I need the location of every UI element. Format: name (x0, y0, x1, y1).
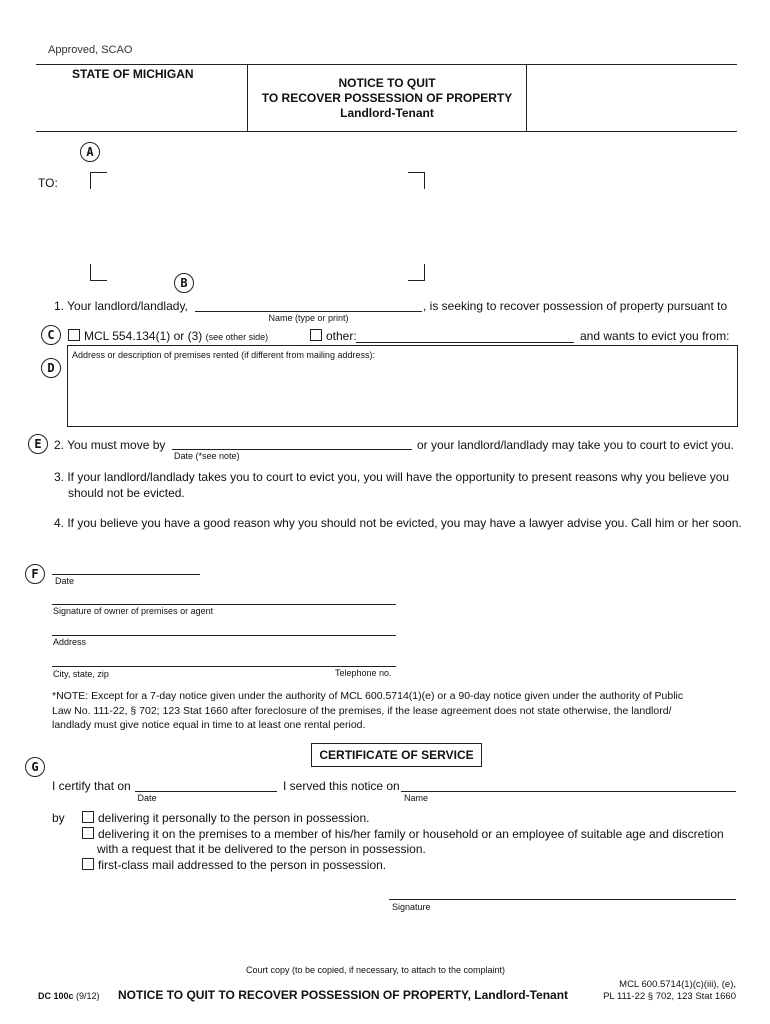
header-bottom-rule (36, 131, 737, 132)
sign-date-field[interactable] (52, 574, 200, 575)
by-label: by (52, 811, 65, 825)
owner-address-caption: Address (53, 637, 87, 647)
option-mcl (68, 329, 268, 343)
served-name-field[interactable] (401, 791, 736, 792)
service-date-caption: Date (137, 793, 157, 803)
item3-line2: should not be evicted. (68, 486, 185, 500)
served-name-caption: Name (404, 793, 429, 803)
item3-text (54, 469, 729, 501)
marker-d: D (41, 358, 61, 378)
method-premises-label: delivering it on the premises to a member of his/her family or household or an employee of suitable age and discretion (98, 826, 724, 841)
premises-address-label: Address or description of premises rented (if different from mailing address): (72, 350, 375, 360)
marker-c: C (41, 325, 61, 345)
owner-city-caption: City, state, zip (53, 669, 109, 679)
method-premises (82, 827, 724, 843)
footer-form-title: NOTICE TO QUIT TO RECOVER POSSESSION OF PROPERTY, Landlord-Tenant (118, 988, 569, 1002)
move-by-date-caption: Date (*see note) (174, 451, 240, 461)
sign-date-caption: Date (55, 576, 75, 586)
mcl-checkbox[interactable] (68, 329, 80, 341)
certify-text: I certify that on (52, 779, 131, 793)
server-signature-field[interactable] (389, 899, 736, 900)
option-other (310, 329, 357, 343)
item1-suffix: , is seeking to recover possession of property pursuant to (423, 299, 728, 313)
option-mcl-label: MCL 554.134(1) or (3) (84, 329, 203, 343)
address-corner-bl (90, 264, 107, 281)
note-line3: landlady must give notice equal in time to at least one rental period. (52, 719, 366, 731)
note-line2: Law No. 111-22, § 702; 123 Stat 1660 after foreclosure of the premises, if the lease agreement does not state otherwise, the landlord/ (52, 704, 672, 717)
landlord-name-field[interactable] (195, 311, 422, 312)
marker-e: E (28, 434, 48, 454)
other-checkbox[interactable] (310, 329, 322, 341)
option-other-label: other: (326, 329, 357, 343)
marker-b: B (174, 273, 194, 293)
method-mail (82, 858, 724, 874)
address-corner-tl (90, 172, 107, 189)
footer-cite-line1: MCL 600.5714(1)(c)(iii), (e), (619, 979, 736, 990)
wants-evict-text: and wants to evict you from: (580, 329, 730, 343)
note-line1: *NOTE: Except for a 7-day notice given under the authority of MCL 600.5714(1)(e) or a 90-day notice given under the authority of Public (52, 690, 684, 702)
service-date-field[interactable] (135, 791, 277, 792)
premises-address-box[interactable] (67, 345, 738, 427)
footer-citation (603, 979, 736, 1003)
owner-address-field[interactable] (52, 635, 396, 636)
state-label: STATE OF MICHIGAN (72, 67, 194, 81)
item2-suffix: or your landlord/landlady may take you to court to evict you. (417, 438, 734, 452)
note-text (52, 689, 683, 733)
certificate-title: CERTIFICATE OF SERVICE (311, 743, 482, 767)
other-field[interactable] (356, 342, 574, 343)
court-use-area (528, 66, 735, 129)
tenant-address-field[interactable] (108, 180, 404, 260)
form-title-line3: Landlord-Tenant (340, 106, 434, 120)
move-by-date-field[interactable] (172, 449, 412, 450)
server-signature-caption: Signature (392, 902, 431, 912)
form-id-date: (9/12) (76, 991, 100, 1001)
form-title-line2: TO RECOVER POSSESSION OF PROPERTY (261, 91, 513, 105)
form-id (38, 991, 100, 1001)
header-divider-right (526, 64, 527, 131)
header-top-rule (36, 64, 737, 65)
mail-checkbox[interactable] (82, 858, 94, 870)
owner-telephone-caption: Telephone no. (335, 668, 392, 678)
method-premises-line2: with a request that it be delivered to the person in possession. (97, 842, 426, 856)
marker-f: F (25, 564, 45, 584)
address-corner-br (408, 264, 425, 281)
method-mail-label: first-class mail addressed to the person in possession. (98, 857, 387, 872)
footer-cite-line2: PL 111-22 § 702, 123 Stat 1660 (603, 991, 736, 1002)
owner-city-field[interactable] (52, 666, 396, 667)
form-title-line1: NOTICE TO QUIT (338, 76, 436, 90)
served-text: I served this notice on (283, 779, 400, 793)
marker-a: A (80, 142, 100, 162)
service-methods (82, 811, 724, 873)
to-label: TO: (38, 176, 58, 190)
owner-signature-caption: Signature of owner of premises or agent (53, 606, 214, 616)
form-title (248, 76, 526, 121)
marker-g: G (25, 757, 45, 777)
item2-prefix: 2. You must move by (54, 438, 166, 452)
item3-line1: 3. If your landlord/landlady takes you to court to evict you, you will have the opportunity to present reasons why you believe you (54, 470, 730, 484)
method-personal (82, 811, 724, 827)
method-personal-label: delivering it personally to the person in possession. (98, 811, 370, 825)
item1-prefix: 1. Your landlord/landlady, (54, 299, 188, 313)
landlord-name-caption: Name (type or print) (268, 313, 349, 323)
item4-text: 4. If you believe you have a good reason why you should not be evicted, you may have a lawyer advise you. Call him or her soon. (54, 516, 742, 530)
personal-checkbox[interactable] (82, 811, 94, 823)
option-mcl-note: (see other side) (205, 332, 269, 342)
premises-checkbox[interactable] (82, 827, 94, 839)
form-id-number: DC 100c (38, 991, 74, 1001)
address-corner-tr (408, 172, 425, 189)
court-copy-text: Court copy (to be copied, if necessary, to attach to the complaint) (246, 965, 505, 975)
approved-text: Approved, SCAO (48, 44, 133, 56)
owner-signature-field[interactable] (52, 604, 396, 605)
